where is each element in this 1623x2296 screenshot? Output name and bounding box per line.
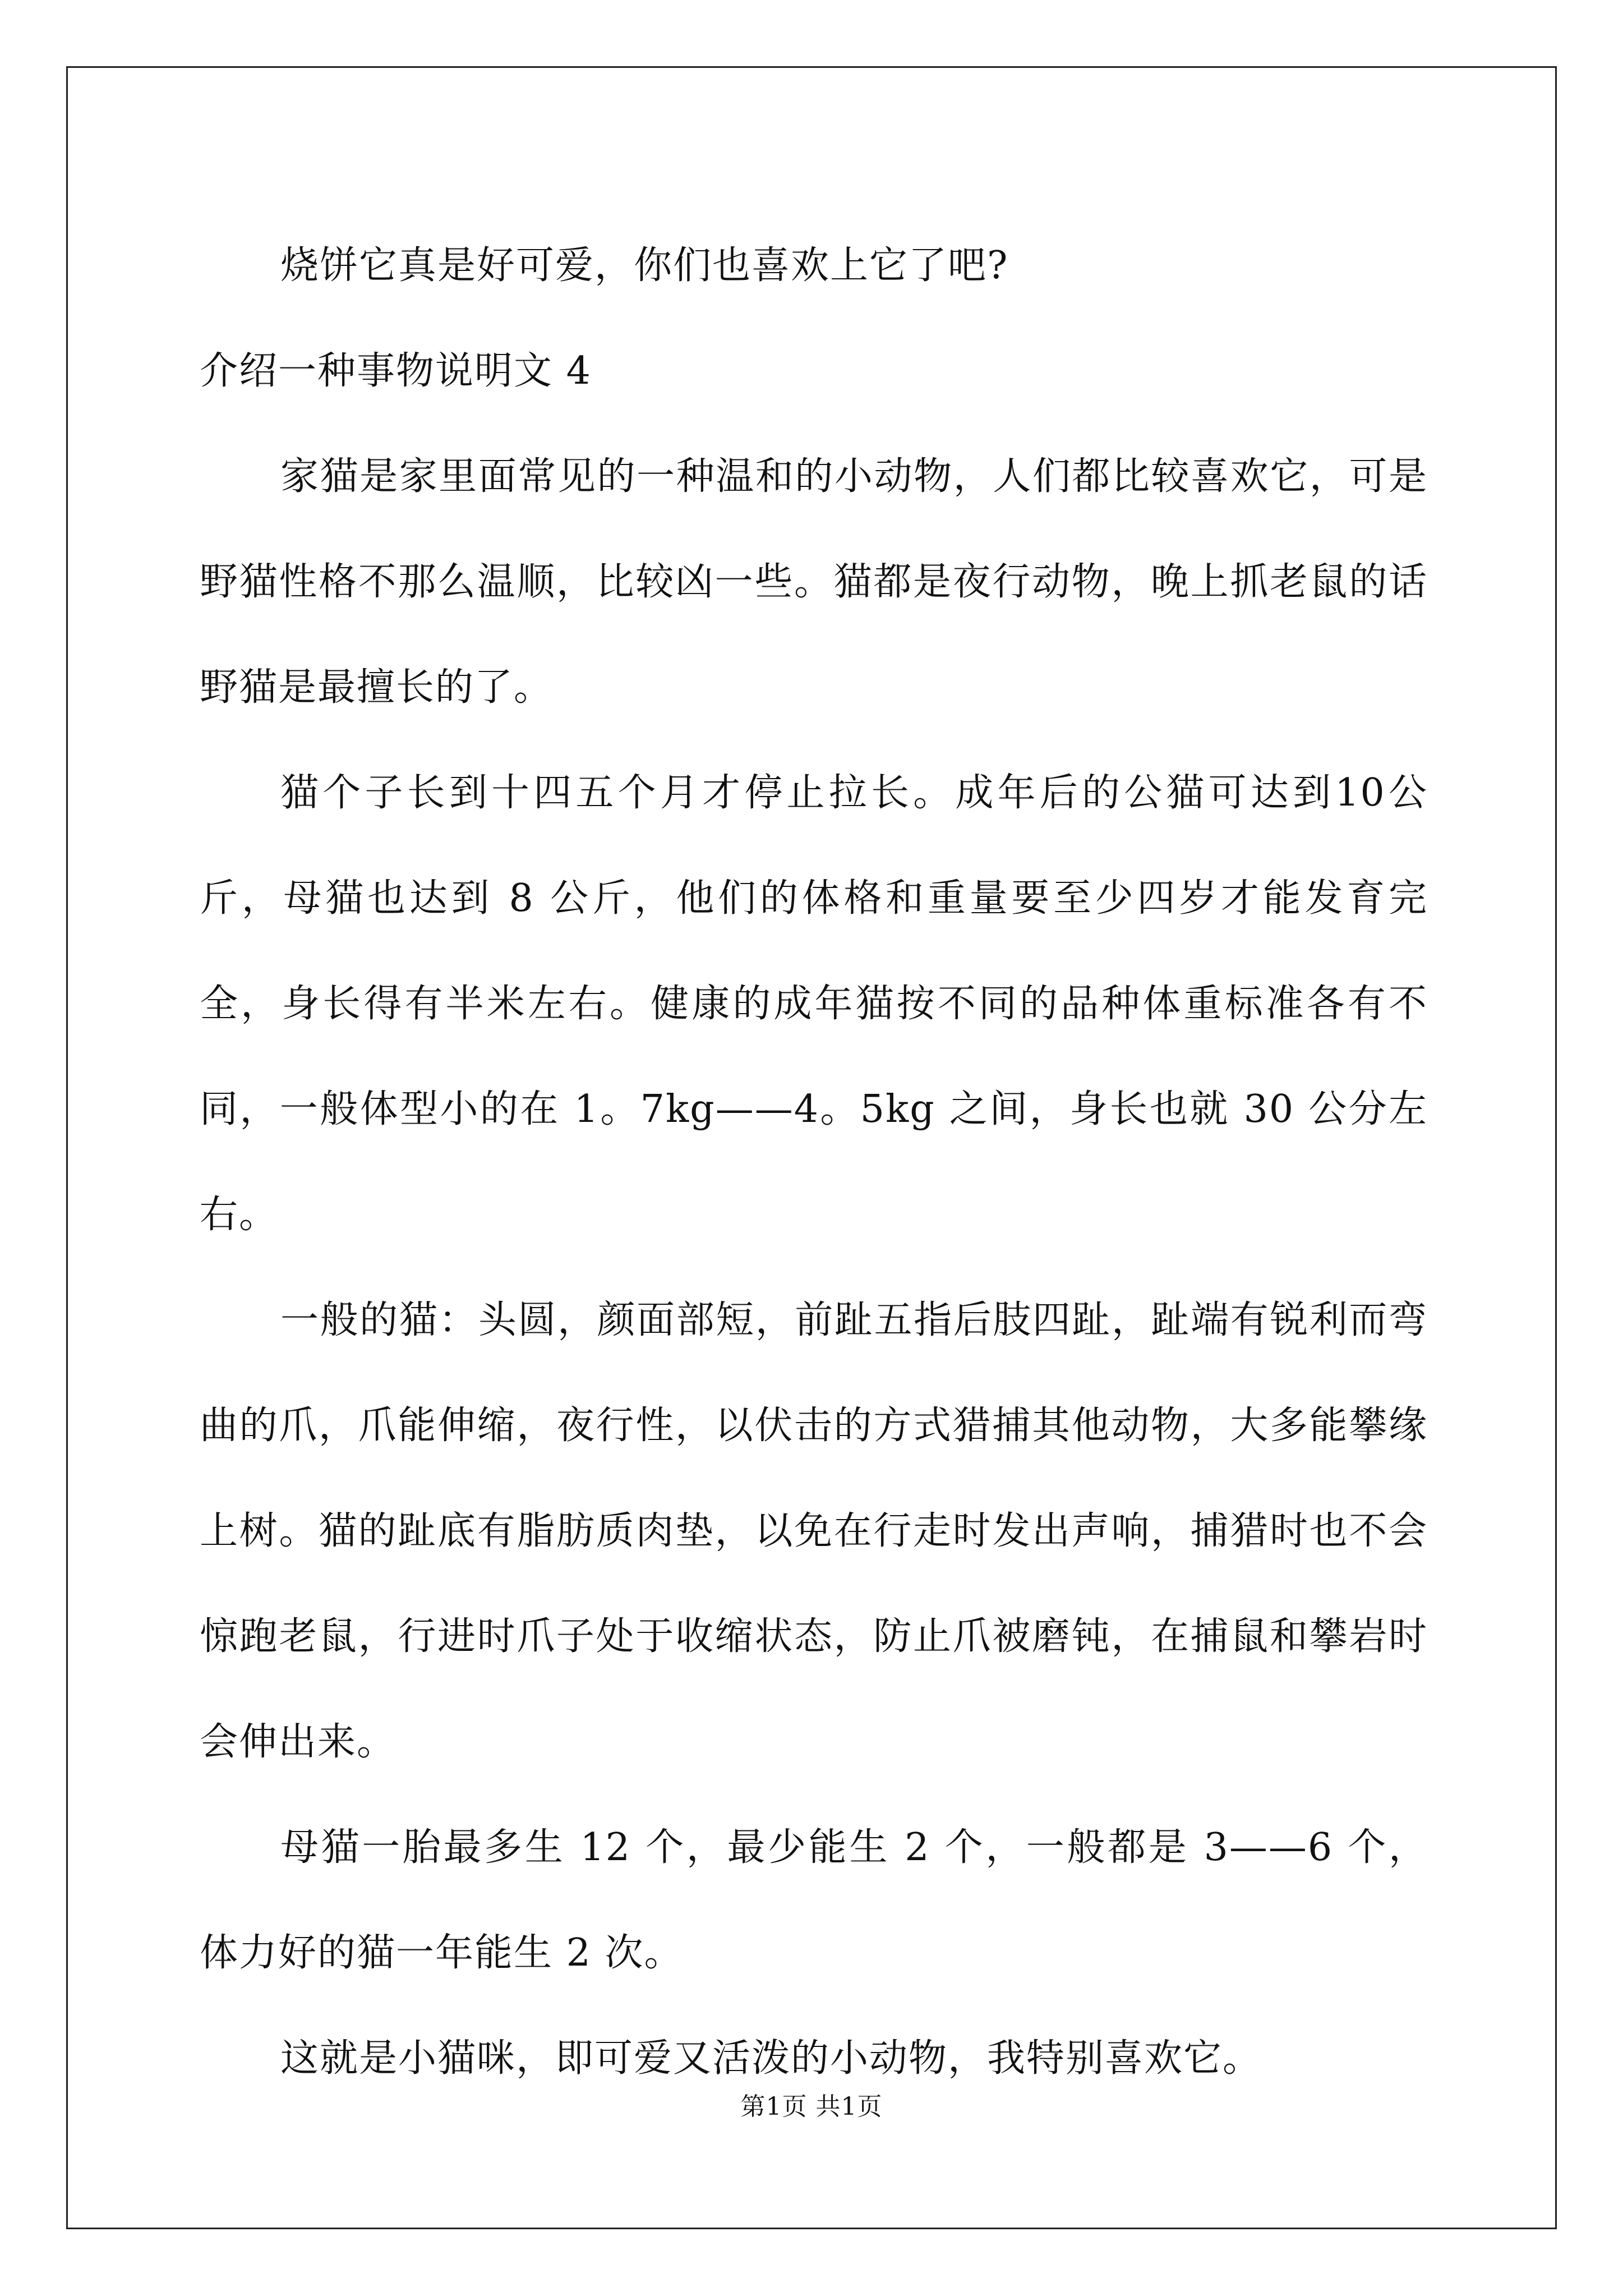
paragraph-reproduction: 母猫一胎最多生 12 个，最少能生 2 个，一般都是 3——6 个，体力好的猫一年能生 2 次。 — [200, 1825, 1428, 1975]
page-number-footer: 第1页 共1页 — [740, 2092, 883, 2121]
document-body — [200, 213, 1428, 2111]
section-heading: 介绍一种事物说明文 4 — [200, 349, 592, 393]
paragraph-closing-line: 烧饼它真是好可爱，你们也喜欢上它了吧? — [280, 243, 1009, 288]
paragraph-anatomy: 一般的猫：头圆，颜面部短，前趾五指后肢四趾，趾端有锐利而弯曲的爪，爪能伸缩，夜行性，以伏击的方式猎捕其他动物，大多能攀缘上树。猫的趾底有脂肪质肉垫，以免在行走时发出声响，捕猎时也不会惊跑老鼠，行进时爪子处于收缩状态，防止爪被磨钝，在捕鼠和攀岩时会伸出来。 — [200, 1298, 1428, 1764]
paragraph-conclusion: 这就是小猫咪，即可爱又活泼的小动物，我特别喜欢它。 — [280, 2036, 1262, 2081]
paragraph-size-weight: 猫个子长到十四五个月才停止拉长。成年后的公猫可达到10公斤，母猫也达到 8 公斤，他们的体格和重量要至少四岁才能发育完全，身长得有半米左右。健康的成年猫按不同的品种体重标准各有不同，一般体型小的在 1。7kg——4。5kg 之间，身长也就 30 公分左右。 — [200, 771, 1428, 1237]
paragraph-intro: 家猫是家里面常见的一种温和的小动物，人们都比较喜欢它，可是野猫性格不那么温顺，比较凶一些。猫都是夜行动物，晚上抓老鼠的话野猫是最擅长的了。 — [200, 454, 1428, 710]
